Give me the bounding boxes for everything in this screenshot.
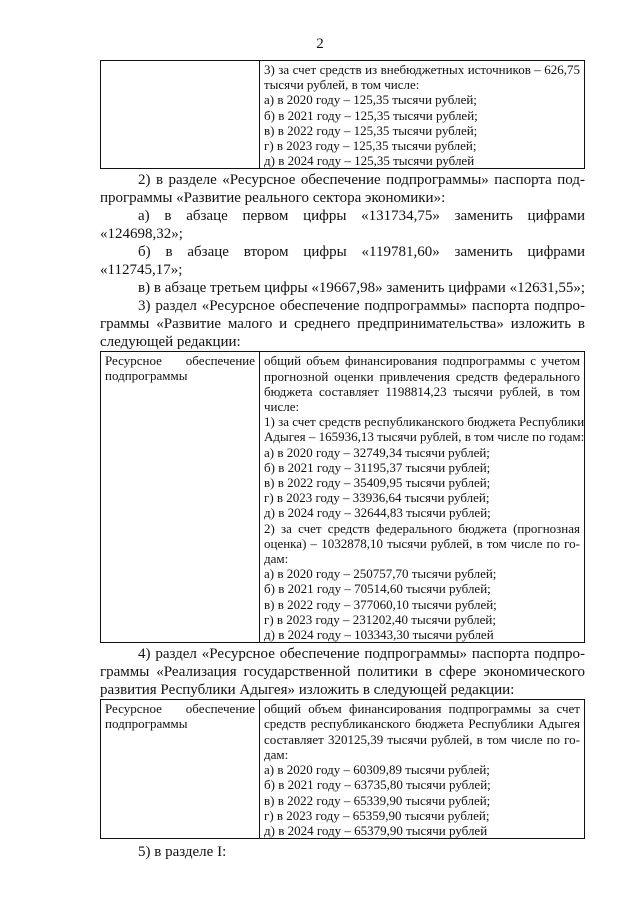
paragraph-line: граммы «Развитие малого и среднего предпринимательства» изложить в	[100, 316, 585, 333]
table1-line: г) в 2023 году – 125,35 тысячи рублей;	[264, 138, 477, 154]
table2-year-line: в) в 2022 году – 377060,10 тысячи рублей;	[264, 596, 497, 612]
page-number: 2	[316, 36, 324, 52]
table3-line: общий объем финансирования подпрограммы за счет	[264, 701, 580, 717]
table3-label-cell	[101, 700, 260, 839]
table2-year-line: г) в 2023 году – 33936,64 тысячи рублей;	[264, 490, 490, 506]
table2-line: 1) за счет средств республиканского бюджета Республики	[264, 414, 585, 430]
table2-label-line: Ресурсное обеспечение	[105, 353, 255, 369]
table2-line: 2) за счет средств федерального бюджета (прогнозная	[264, 520, 580, 536]
paragraph-4	[100, 645, 585, 699]
table3-year-line: а) в 2020 году – 60309,89 тысячи рублей;	[264, 762, 490, 778]
table3-year-line: б) в 2021 году – 63735,80 тысячи рублей;	[264, 777, 491, 793]
table3-label-line: подпрограммы	[105, 716, 188, 732]
paragraph-line: 5) в разделе I:	[138, 844, 227, 861]
table2-year-line: б) в 2021 году – 31195,37 тысячи рублей;	[264, 459, 491, 475]
table1-line: в) в 2022 году – 125,35 тысячи рублей;	[264, 122, 478, 138]
paragraph-line: 2) в разделе «Ресурсное обеспечение подпрограммы» паспорта под-	[138, 172, 585, 189]
table1-line: б) в 2021 году – 125,35 тысячи рублей;	[264, 107, 478, 123]
table3-label-line: Ресурсное обеспечение	[105, 701, 255, 717]
table1-line: а) в 2020 году – 125,35 тысячи рублей;	[264, 92, 477, 108]
paragraph-5	[100, 843, 585, 861]
table2-content-cell	[260, 352, 585, 643]
paragraph-2c	[100, 279, 585, 297]
paragraph-line: «124698,32»;	[100, 226, 183, 243]
paragraph-line: 4) раздел «Ресурсное обеспечение подпрограммы» паспорта подпро-	[138, 646, 585, 663]
paragraph-line: «112745,17»;	[100, 262, 183, 279]
paragraph-line: следующей редакции:	[100, 334, 241, 351]
paragraph-line: программы «Развитие реального сектора экономики»:	[100, 190, 446, 207]
document-body	[100, 60, 585, 861]
paragraph-line: 3) раздел «Ресурсное обеспечение подпрограммы» паспорта подпро-	[138, 298, 585, 315]
table2-year-line: а) в 2020 году – 250757,70 тысячи рублей;	[264, 566, 497, 582]
table2-year-line: д) в 2024 году – 103343,30 тысячи рублей	[264, 627, 494, 643]
resource-table-small-business	[100, 351, 585, 643]
table2-label-line: подпрограммы	[105, 368, 188, 384]
table2-line: общий объем финансирования подпрограммы с учетом	[264, 353, 580, 369]
table3-year-line: в) в 2022 году – 65339,90 тысячи рублей;	[264, 792, 491, 808]
paragraph-2b	[100, 243, 585, 279]
table3-year-line: г) в 2023 году – 65359,90 тысячи рублей;	[264, 807, 490, 823]
table2-year-line: д) в 2024 году – 32644,83 тысячи рублей;	[264, 505, 491, 521]
paragraph-line: в) в абзаце третьем цифры «19667,98» заменить цифрами «12631,55»;	[138, 280, 585, 297]
table3-year-line: д) в 2024 году – 65379,90 тысячи рублей	[264, 822, 488, 838]
paragraph-line: а) в абзаце первом цифры «131734,75» заменить цифрами	[138, 208, 585, 225]
table2-year-line: г) в 2023 году – 231202,40 тысячи рублей;	[264, 611, 496, 627]
table1-line: д) в 2024 году – 125,35 тысячи рублей	[264, 153, 475, 169]
table1-content-cell	[260, 61, 585, 169]
table3-line: дам:	[264, 746, 289, 762]
table3-line: средств республиканского бюджета Республики Адыгея	[264, 716, 580, 732]
table2-line: прогнозной оценки привлечения средств федерального	[264, 368, 580, 384]
paragraph-line: развития Республики Адыгея» изложить в следующей редакции:	[100, 682, 515, 699]
table2-line: оценка) – 1032878,10 тысячи рублей, в том числе по го-	[264, 535, 580, 551]
table2-year-line: в) в 2022 году – 35409,95 тысячи рублей;	[264, 475, 491, 491]
paragraph-2a	[100, 207, 585, 243]
resource-table-state-policy	[100, 699, 585, 839]
table3-line: составляет 320125,39 тысячи рублей, в том числе по го-	[264, 731, 580, 747]
paragraph-2	[100, 171, 585, 207]
table1-line: тысячи рублей, в том числе:	[264, 77, 420, 93]
table2-year-line: б) в 2021 году – 70514,60 тысячи рублей;	[264, 581, 491, 597]
table2-line: Адыгея – 165936,13 тысячи рублей, в том числе по годам:	[264, 429, 585, 445]
table3-content-cell	[260, 700, 585, 839]
table1-line: 3) за счет средств из внебюджетных источников – 626,75	[264, 62, 580, 77]
paragraph-3	[100, 297, 585, 351]
table2-line: дам:	[264, 551, 289, 567]
paragraph-line: б) в абзаце втором цифры «119781,60» заменить цифрами	[138, 244, 585, 261]
table2-line: бюджета составляет 1198814,23 тысячи рублей, в том	[264, 383, 580, 399]
table2-year-line: а) в 2020 году – 32749,34 тысячи рублей;	[264, 444, 490, 460]
resource-table-continuation	[100, 60, 585, 169]
table1-empty-label-cell	[101, 61, 260, 169]
table2-line: числе:	[264, 399, 300, 415]
paragraph-line: граммы «Реализация государственной политики в сфере экономического	[100, 664, 585, 681]
table2-label-cell	[101, 352, 260, 643]
